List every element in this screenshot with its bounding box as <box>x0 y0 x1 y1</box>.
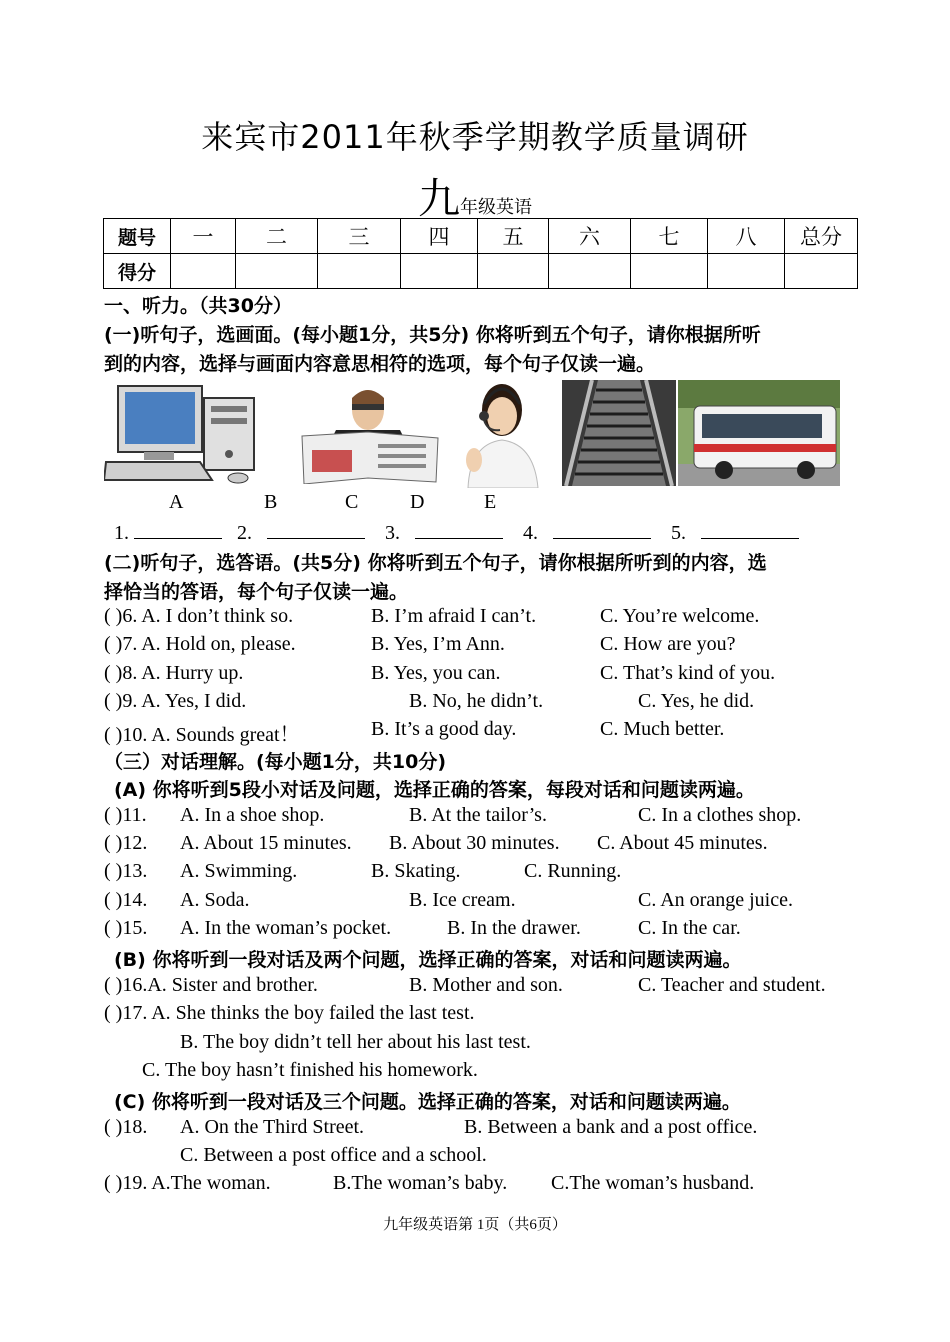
question-19-option-c: C.The woman’s husband. <box>551 1172 755 1194</box>
question-14-option-b: B. Ice cream. <box>409 889 516 911</box>
question-15-option-b: B. In the drawer. <box>447 917 581 939</box>
question-9-option-c: C. Yes, he did. <box>638 690 755 712</box>
part1-heading-line2: 到的内容，选择与画面内容意思相符的选项，每个句子仅读一遍。 <box>104 353 656 375</box>
score-input-cell[interactable] <box>785 254 858 289</box>
blank-number: 3. <box>385 522 400 544</box>
answer-blank-1[interactable] <box>134 520 222 539</box>
part2-heading-line1: (二)听句子，选答语。(共5分) 你将听到五个句子，请你根据所听到的内容，选 <box>104 552 767 574</box>
question-6-option-c: C. You’re welcome. <box>600 605 760 627</box>
question-11-option-b: B. At the tailor’s. <box>409 804 547 826</box>
answer-blank-2[interactable] <box>267 520 365 539</box>
grade-subject <box>0 166 950 226</box>
subject-label: 年级英语 <box>460 197 532 217</box>
woman-phone-picture <box>448 380 558 488</box>
question-12-option-a: A. About 15 minutes. <box>180 832 352 854</box>
question-9: ( )9. A. Yes, I did. <box>104 690 247 712</box>
question-11-option-a: A. In a shoe shop. <box>180 804 325 826</box>
question-14: ( )14. <box>104 889 148 911</box>
question-8-option-b: B. Yes, you can. <box>371 662 501 684</box>
score-table <box>103 218 858 289</box>
part2-heading-line2: 择恰当的答语，每个句子仅读一遍。 <box>104 581 409 603</box>
page-footer: 九年级英语第 1页（共6页） <box>383 1217 567 1233</box>
blank-number: 1. <box>114 522 129 544</box>
blank-number: 4. <box>523 522 538 544</box>
question-18-option-c: C. Between a post office and a school. <box>180 1144 487 1166</box>
score-cell: 二 <box>236 219 318 254</box>
answer-blanks <box>114 520 799 545</box>
score-input-cell[interactable] <box>631 254 708 289</box>
score-input-cell[interactable] <box>549 254 631 289</box>
section-heading: 一、听力。（共30分） <box>104 295 292 317</box>
score-cell: 四 <box>401 219 478 254</box>
score-table-header-row <box>104 219 858 254</box>
picture-label-b: B <box>264 491 278 513</box>
question-19: ( )19. A.The woman. <box>104 1172 271 1194</box>
question-11-option-c: C. In a clothes shop. <box>638 804 802 826</box>
question-14-option-a: A. Soda. <box>180 889 250 911</box>
bus-picture <box>678 380 840 486</box>
question-8-option-c: C. That’s kind of you. <box>600 662 776 684</box>
question-10: ( )10. A. Sounds great！ <box>104 724 300 746</box>
question-6-option-b: B. I’m afraid I can’t. <box>371 605 537 627</box>
question-12: ( )12. <box>104 832 148 854</box>
score-input-cell[interactable] <box>171 254 236 289</box>
question-16: ( )16.A. Sister and brother. <box>104 974 318 996</box>
blank-number: 5. <box>671 522 686 544</box>
question-16-option-c: C. Teacher and student. <box>638 974 826 996</box>
question-7-option-b: B. Yes, I’m Ann. <box>371 633 505 655</box>
score-cell: 八 <box>708 219 785 254</box>
question-11: ( )11. <box>104 804 147 826</box>
score-cell: 七 <box>631 219 708 254</box>
question-15-option-c: C. In the car. <box>638 917 741 939</box>
question-13-option-b: B. Skating. <box>371 860 461 882</box>
question-10-option-c: C. Much better. <box>600 718 725 740</box>
question-18: ( )18. <box>104 1116 148 1138</box>
score-input-cell[interactable] <box>401 254 478 289</box>
question-10-option-b: B. It’s a good day. <box>371 718 517 740</box>
answer-blank-5[interactable] <box>701 520 799 539</box>
question-9-option-b: B. No, he didn’t. <box>409 690 544 712</box>
question-17-option-c: C. The boy hasn’t finished his homework. <box>142 1059 478 1081</box>
answer-blank-4[interactable] <box>553 520 651 539</box>
score-cell: 题号 <box>104 219 171 254</box>
part-b-heading: (B) 你将听到一段对话及两个问题，选择正确的答案，对话和问题读两遍。 <box>114 949 742 971</box>
question-13: ( )13. <box>104 860 148 882</box>
question-12-option-b: B. About 30 minutes. <box>389 832 560 854</box>
part-a-heading: (A) 你将听到5段小对话及问题，选择正确的答案，每段对话和问题读两遍。 <box>114 779 755 801</box>
picture-label-e: E <box>484 491 497 513</box>
score-cell: 总分 <box>785 219 858 254</box>
question-14-option-c: C. An orange juice. <box>638 889 793 911</box>
picture-label-c: C <box>345 491 359 513</box>
page-title: 来宾市2011年秋季学期教学质量调研 <box>201 118 749 156</box>
question-13-option-c: C. Running. <box>524 860 622 882</box>
escalator-picture <box>562 380 676 486</box>
question-18-option-a: A. On the Third Street. <box>180 1116 365 1138</box>
grade-number: 九 <box>417 174 460 223</box>
question-17: ( )17. A. She thinks the boy failed the last test. <box>104 1002 475 1024</box>
question-8: ( )8. A. Hurry up. <box>104 662 244 684</box>
question-12-option-c: C. About 45 minutes. <box>597 832 768 854</box>
score-input-cell[interactable] <box>478 254 549 289</box>
question-15-option-a: A. In the woman’s pocket. <box>180 917 392 939</box>
question-7: ( )7. A. Hold on, please. <box>104 633 296 655</box>
question-6: ( )6. A. I don’t think so. <box>104 605 294 627</box>
answer-blank-3[interactable] <box>415 520 503 539</box>
score-cell: 六 <box>549 219 631 254</box>
computer-picture <box>104 384 268 486</box>
blank-number: 2. <box>237 522 252 544</box>
part-c-heading: (C) 你将听到一段对话及三个问题。选择正确的答案，对话和问题读两遍。 <box>114 1091 741 1113</box>
question-7-option-c: C. How are you? <box>600 633 736 655</box>
score-input-cell[interactable] <box>236 254 318 289</box>
picture-label-a: A <box>169 491 184 513</box>
score-input-cell[interactable] <box>708 254 785 289</box>
newspaper-man-picture <box>296 386 444 484</box>
question-19-option-b: B.The woman’s baby. <box>333 1172 508 1194</box>
question-18-option-b: B. Between a bank and a post office. <box>464 1116 758 1138</box>
score-cell: 五 <box>478 219 549 254</box>
question-15: ( )15. <box>104 917 148 939</box>
question-17-option-b: B. The boy didn’t tell her about his last test. <box>180 1031 531 1053</box>
question-13-option-a: A. Swimming. <box>180 860 298 882</box>
score-cell: 一 <box>171 219 236 254</box>
score-cell: 得分 <box>104 254 171 289</box>
question-16-option-b: B. Mother and son. <box>409 974 563 996</box>
score-cell: 三 <box>318 219 401 254</box>
picture-label-d: D <box>410 491 425 513</box>
part1-heading-line1: (一)听句子，选画面。(每小题1分，共5分) 你将听到五个句子，请你根据所听 <box>104 324 761 346</box>
part3-heading: （三）对话理解。(每小题1分，共10分) <box>104 751 447 773</box>
score-input-cell[interactable] <box>318 254 401 289</box>
score-table-score-row <box>104 254 858 289</box>
